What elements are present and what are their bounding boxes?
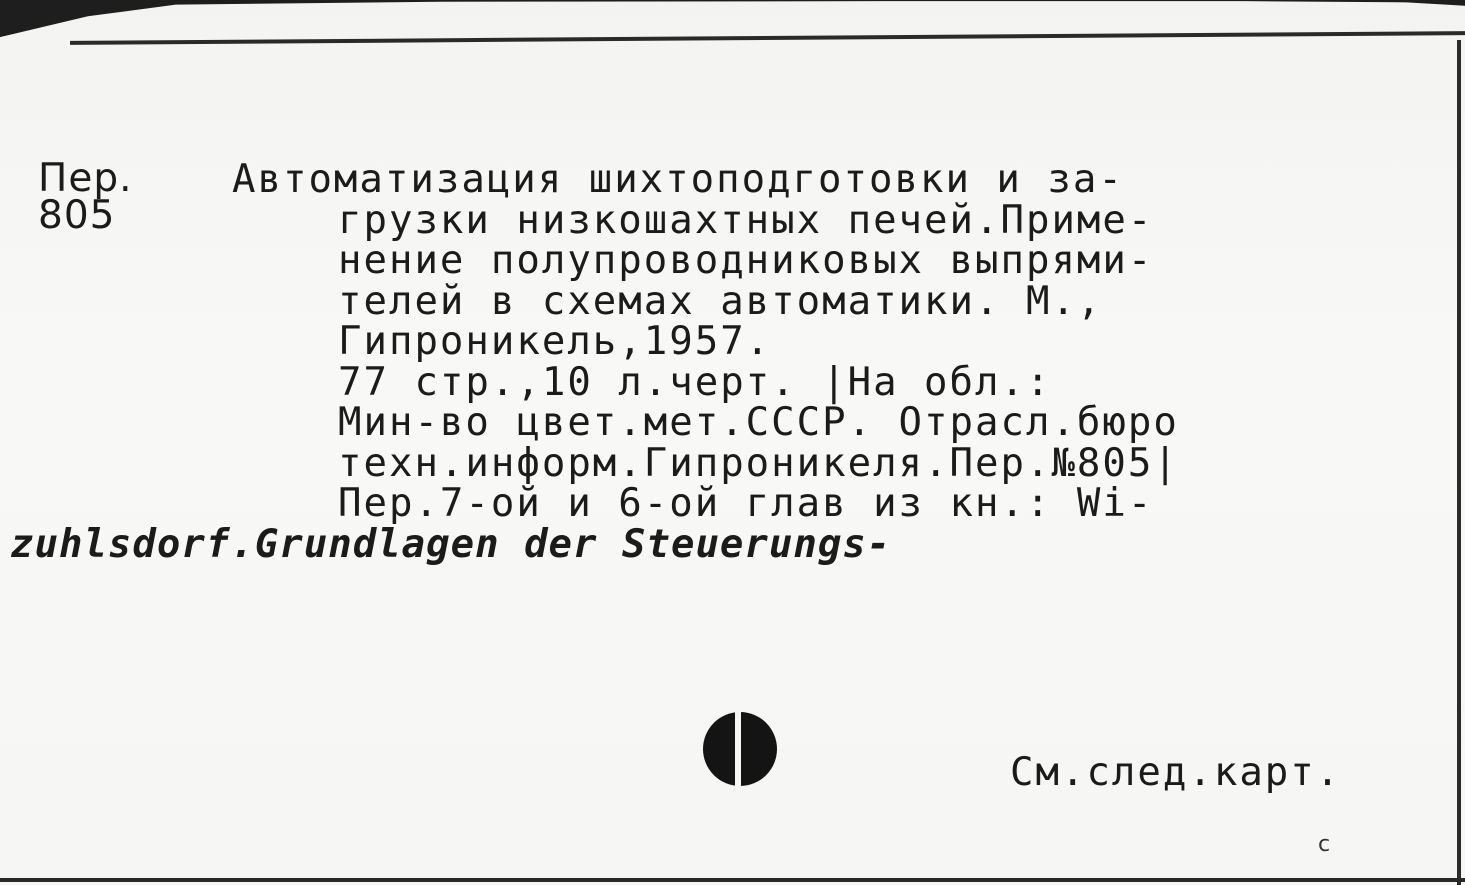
punch-hole-notch xyxy=(735,708,741,788)
entry-line: нение полупроводниковых выпрями- xyxy=(338,238,1154,283)
card-right-border xyxy=(1457,40,1461,885)
call-number-line-1: Пер. xyxy=(38,156,133,201)
call-number-line-2: 805 xyxy=(38,193,116,238)
call-number xyxy=(38,156,133,238)
german-source-line: zuhlsdorf.Grundlagen der Steuerungs- xyxy=(10,521,892,567)
entry-line: телей в схемах автоматики. М., xyxy=(338,278,1103,324)
entry-title-line: Автоматизация шихтоподготовки и за- xyxy=(232,157,1124,202)
collation-line: 77 стр.,10 л.черт. |На обл.: xyxy=(338,359,1052,405)
note-line: техн.информ.Гипроникеля.Пер.№805| xyxy=(338,440,1179,486)
translation-note-line: Пер.7-ой и 6-ой глав из кн.: Wi- xyxy=(338,481,1154,526)
continuation-note: См.след.карт. xyxy=(1010,750,1342,795)
card-bottom-border xyxy=(0,878,1465,882)
note-line: Мин-во цвет.мет.СССР. Отрасл.бюро xyxy=(338,400,1179,445)
scan-top-edge xyxy=(0,0,1465,58)
entry-line: грузки низкошахтных печей.Приме- xyxy=(338,197,1154,243)
card-top-border xyxy=(70,31,1465,45)
bibliographic-entry xyxy=(10,157,1179,567)
corner-mark: c xyxy=(1318,832,1331,857)
imprint-line: Гипроникель,1957. xyxy=(338,319,772,364)
